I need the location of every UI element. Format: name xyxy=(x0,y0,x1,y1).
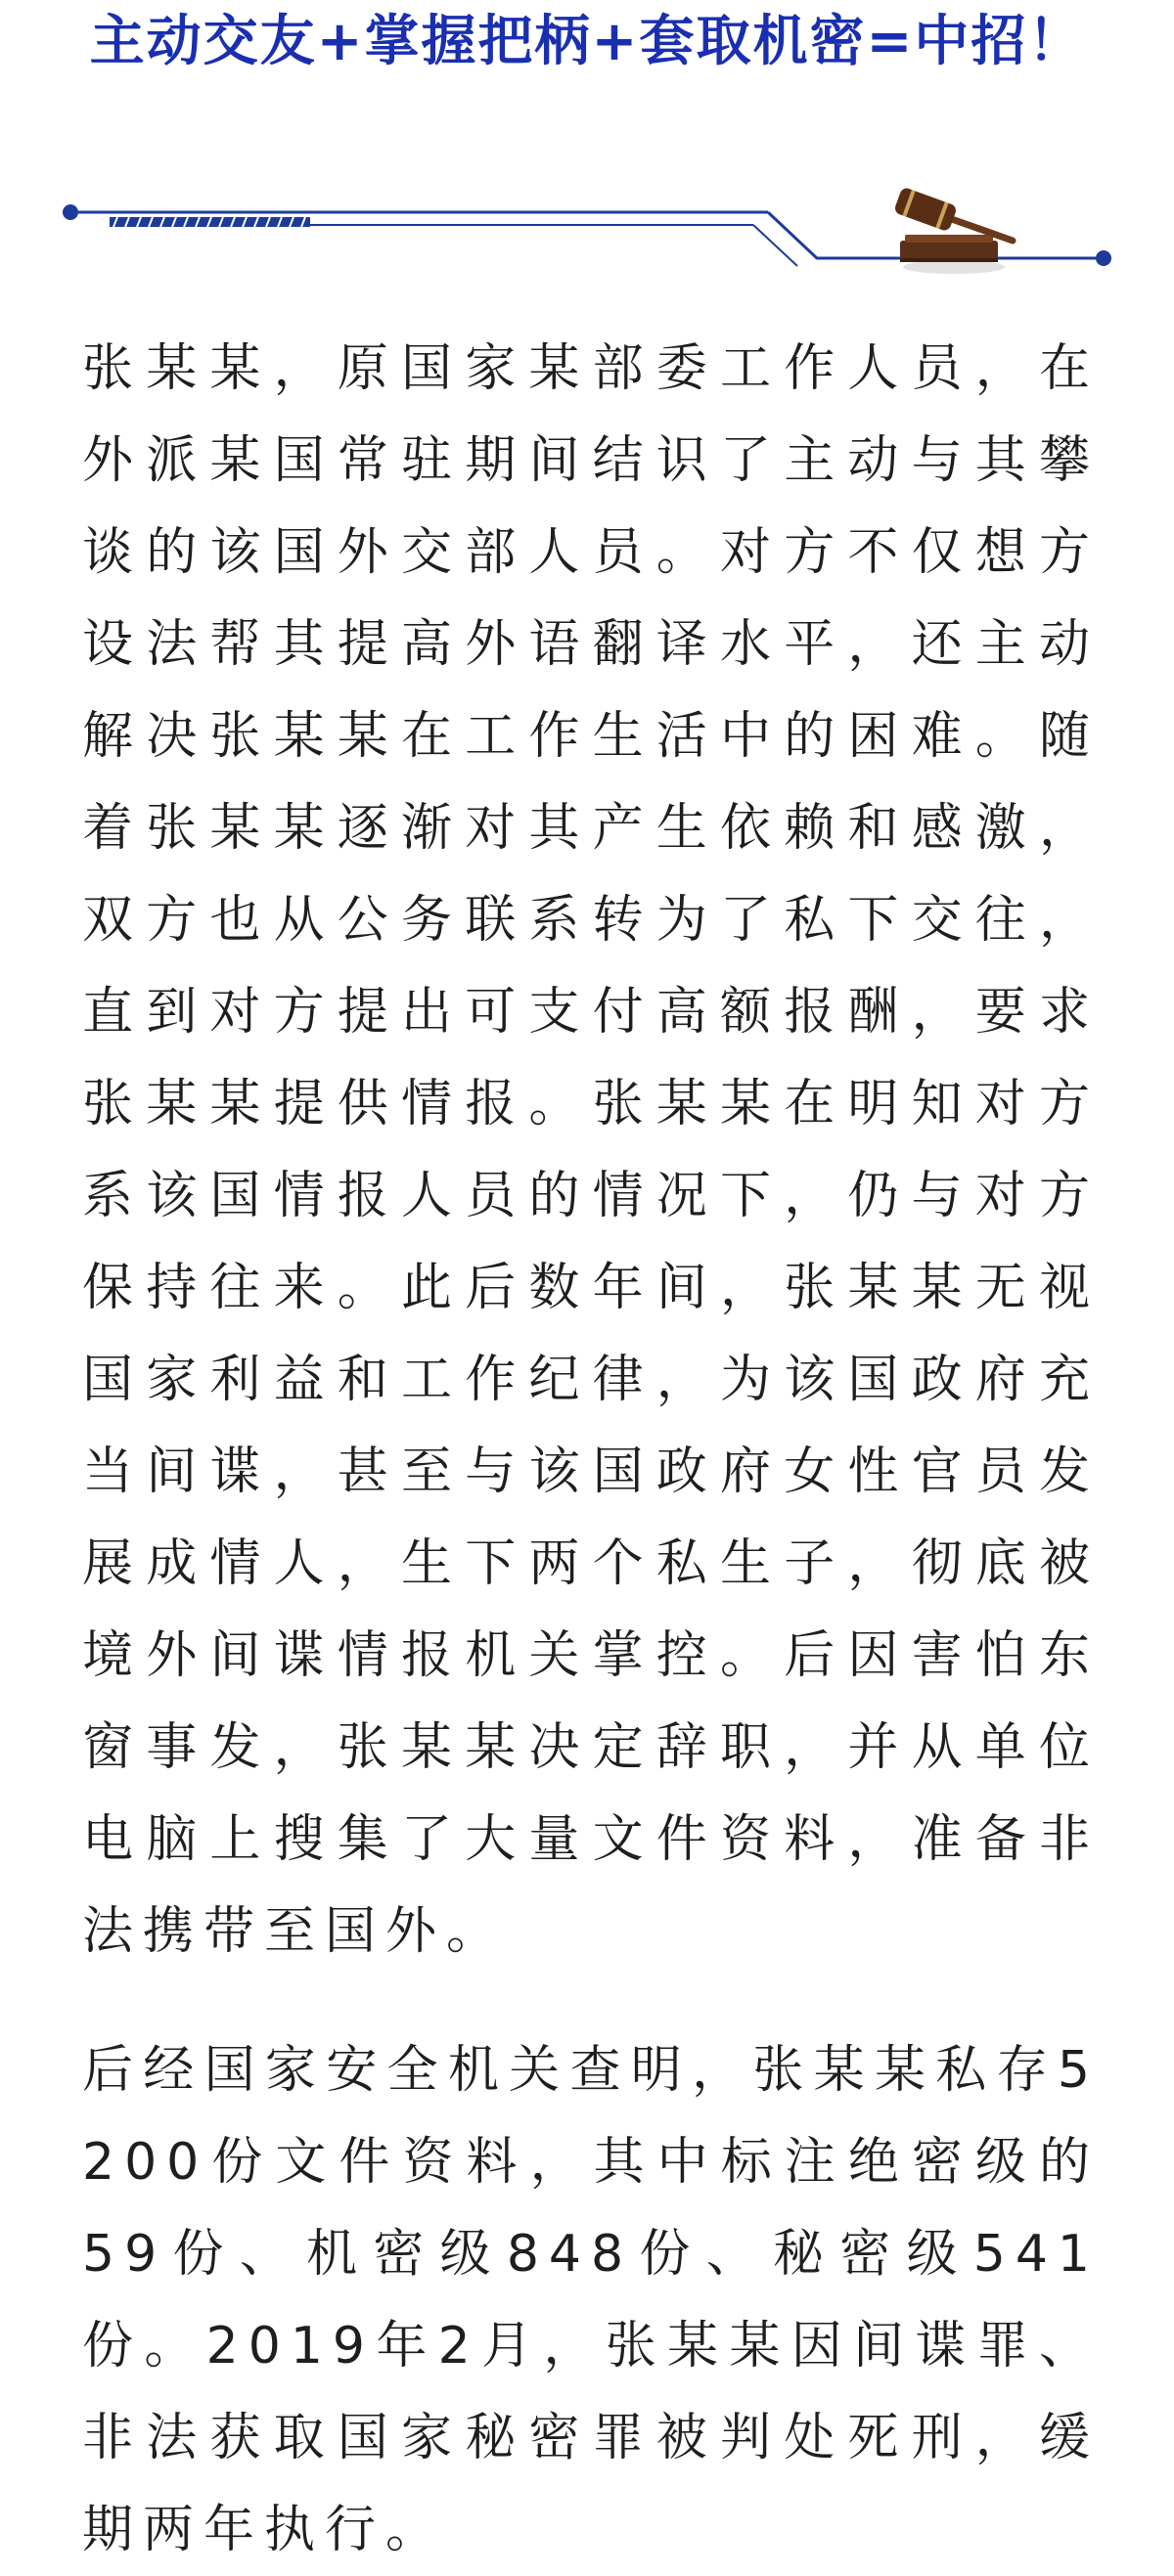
title-divider xyxy=(0,176,1174,284)
divider-left-dot xyxy=(63,204,78,220)
page-title: 主动交友+掌握把柄+套取机密=中招！ xyxy=(89,10,1085,73)
judge-gavel-icon xyxy=(893,187,1013,274)
paragraph-case-background: 张某某，原国家某部委工作人员，在外派某国常驻期间结识了主动与其攀谈的该国外交部人员。对方不仅想方设法帮其提高外语翻译水平，还主动解决张某某在工作生活中的困难。随着张某某逐渐对其产生依赖和感激，双方也从公务联系转为了私下交往，直到对方提出可支付高额报酬，要求张某某提供情报。张某某在明知对方系该国情报人员的情况下，仍与对方保持往来。此后数年间，张某某无视国家利益和工作纪律，为该国政府充当间谍，甚至与该国政府女性官员发展成情人，生下两个私生子，彻底被境外间谍情报机关掌控。后因害怕东窗事发，张某某决定辞职，并从单位电脑上搜集了大量文件资料，准备非法携带至国外。 xyxy=(82,339,1100,1961)
paragraph-case-verdict: 后经国家安全机关查明，张某某私存5200份文件资料，其中标注绝密级的59份、机密级848份、秘密级541份。2019年2月，张某某因间谍罪、非法获取国家秘密罪被判处死刑，缓期两年执行。 xyxy=(82,2041,1100,2559)
article-body xyxy=(82,323,1100,2576)
divider-right-dot xyxy=(1096,250,1111,266)
